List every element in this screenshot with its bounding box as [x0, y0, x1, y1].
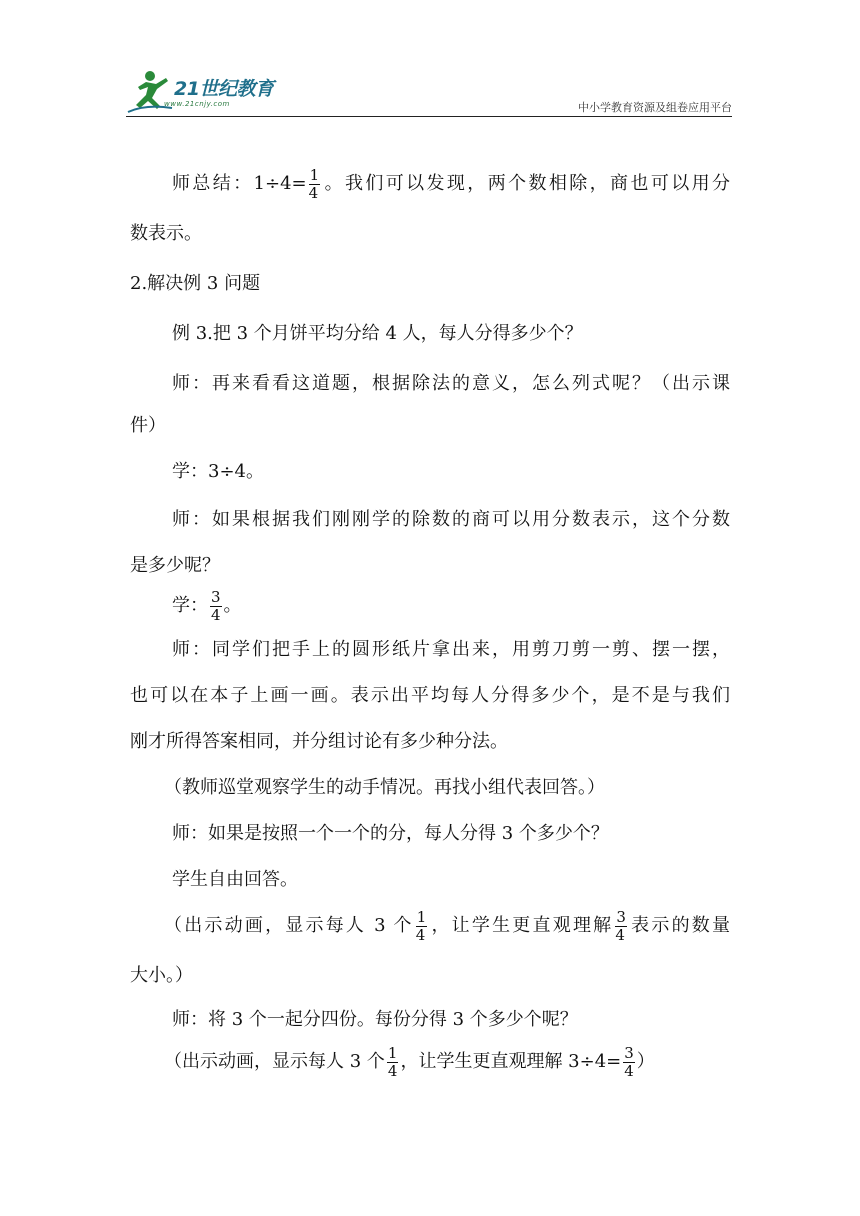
- header-tagline: 中小学教育资源及组卷应用平台: [578, 101, 732, 114]
- fraction: $\frac{1}{4}$: [415, 907, 427, 944]
- paragraph-line: （出示动画，显示每人 3 个 $\frac{1}{4}$ ，让学生更直观理解 3÷4= $\frac{3}{4}$ ）: [164, 1043, 655, 1080]
- fraction: $\frac{1}{4}$: [387, 1043, 398, 1080]
- paragraph-line: 师：再来看看这道题，根据除法的意义，怎么列式呢？（出示课: [172, 373, 730, 394]
- runner-logo-icon: [126, 68, 176, 116]
- paragraph-line: 例 3.把 3 个月饼平均分给 4 人，每人分得多少个？: [172, 323, 583, 344]
- header-rule: [126, 116, 732, 117]
- paragraph-line: 刚才所得答案相同，并分组讨论有多少种分法。: [130, 731, 508, 752]
- page-header: [126, 62, 732, 118]
- paragraph-line: 也可以在本子上画一画。表示出平均每人分得多少个，是不是与我们: [130, 685, 730, 706]
- fraction: $\frac{3}{4}$: [624, 1043, 634, 1080]
- logo: [126, 68, 296, 116]
- paragraph-line: （出示动画，显示每人 3 个 $\frac{1}{4}$ ，让学生更直观理解 $\frac{3}{4}$ 表示的数量: [164, 907, 731, 944]
- paragraph-line: 师：同学们把手上的圆形纸片拿出来，用剪刀剪一剪、摆一摆，: [172, 639, 730, 660]
- section-heading: 2.解决例 3 问题: [130, 273, 261, 294]
- paragraph-line: 师：将 3 个一起分四份。每份分得 3 个多少个呢？: [172, 1009, 578, 1030]
- logo-url: www.21cnjy.com: [164, 100, 230, 108]
- paragraph-line: 是多少呢？: [130, 555, 220, 576]
- paragraph-line: 师：如果是按照一个一个的分，每人分得 3 个多少个？: [172, 823, 609, 844]
- paragraph-line: 学生自由回答。: [172, 869, 298, 890]
- paragraph-line: 学： $\frac{3}{4}$ 。: [172, 587, 242, 624]
- paragraph-line: 师：如果根据我们刚刚学的除数的商可以用分数表示，这个分数: [172, 509, 730, 530]
- paragraph-line: 师总结：1÷4= $\frac{1}{4}$ 。我们可以发现，两个数相除，商也可以用分: [172, 165, 730, 202]
- paragraph-line: 件）: [130, 415, 166, 436]
- paragraph-line: 大小。）: [130, 965, 193, 986]
- fraction: $\frac{3}{4}$: [211, 587, 221, 624]
- paragraph-line: 数表示。: [130, 223, 202, 244]
- fraction: $\frac{3}{4}$: [615, 907, 626, 944]
- logo-text: 21世纪教育: [174, 78, 274, 100]
- paragraph-line: （教师巡堂观察学生的动手情况。再找小组代表回答。）: [164, 777, 605, 798]
- fraction: $\frac{1}{4}$: [308, 165, 320, 202]
- paragraph-line: 学：3÷4。: [172, 461, 264, 482]
